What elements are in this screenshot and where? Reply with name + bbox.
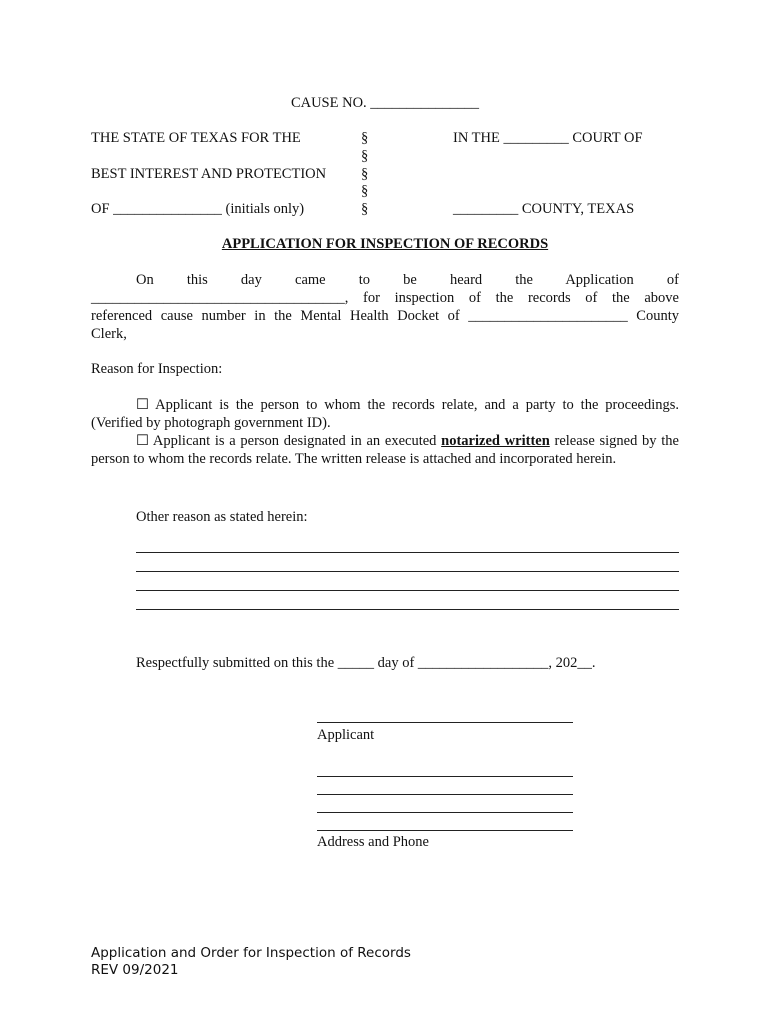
option-applicant-party xyxy=(91,396,679,432)
other-reason-label: Other reason as stated herein: xyxy=(136,509,308,525)
option-designated-person xyxy=(91,432,679,468)
address-line[interactable] xyxy=(317,794,573,795)
option-text: Applicant is a person designated in an executed xyxy=(149,433,442,449)
address-line[interactable] xyxy=(317,830,573,831)
reason-label: Reason for Inspection: xyxy=(91,361,223,377)
section-symbol: § xyxy=(361,166,369,182)
style-line-3: OF _______________ (initials only) xyxy=(91,201,305,217)
intro-line: ___________________________________, for inspection of the records of the above xyxy=(91,290,679,306)
footer-title: Application and Order for Inspection of Records xyxy=(91,945,411,961)
style-line-1: THE STATE OF TEXAS FOR THE xyxy=(91,130,301,146)
applicant-signature-line[interactable] xyxy=(317,722,573,723)
style-line-2: BEST INTEREST AND PROTECTION xyxy=(91,166,327,182)
section-symbol: § xyxy=(361,130,369,146)
option-text: Applicant is the person to whom the records relate, and a party to the proceedings. (Verified by photograph government ID). xyxy=(91,397,679,431)
address-label: Address and Phone xyxy=(317,834,429,850)
address-line[interactable] xyxy=(317,776,573,777)
notarized-written-emphasis: notarized written xyxy=(441,433,550,449)
other-reason-line[interactable] xyxy=(136,552,679,553)
other-reason-line[interactable] xyxy=(136,590,679,591)
submitted-line: Respectfully submitted on this the _____ day of __________________, 202__. xyxy=(136,655,596,671)
footer-revision: REV 09/2021 xyxy=(91,962,179,978)
section-symbol: § xyxy=(361,148,369,164)
county-line: _________ COUNTY, TEXAS xyxy=(453,201,635,217)
intro-line: referenced cause number in the Mental Health Docket of ______________________ County xyxy=(91,308,679,324)
court-line: IN THE _________ COURT OF xyxy=(453,130,643,146)
applicant-label: Applicant xyxy=(317,727,375,743)
other-reason-line[interactable] xyxy=(136,571,679,572)
other-reason-line[interactable] xyxy=(136,609,679,610)
intro-line: On this day came to be heard the Application of xyxy=(136,272,679,288)
checkbox-applicant-party[interactable]: ☐ xyxy=(136,397,149,413)
section-symbol: § xyxy=(361,183,369,199)
section-symbol: § xyxy=(361,201,369,217)
checkbox-designated-person[interactable]: ☐ xyxy=(136,433,149,449)
document-title: APPLICATION FOR INSPECTION OF RECORDS xyxy=(221,236,549,252)
intro-line: Clerk, xyxy=(91,326,127,342)
intro-paragraph xyxy=(91,271,679,343)
address-line[interactable] xyxy=(317,812,573,813)
cause-number: CAUSE NO. _______________ xyxy=(290,95,480,111)
option-text: release signed by the person to whom the records relate. The written release is attached and incorporated herein. xyxy=(91,433,679,467)
